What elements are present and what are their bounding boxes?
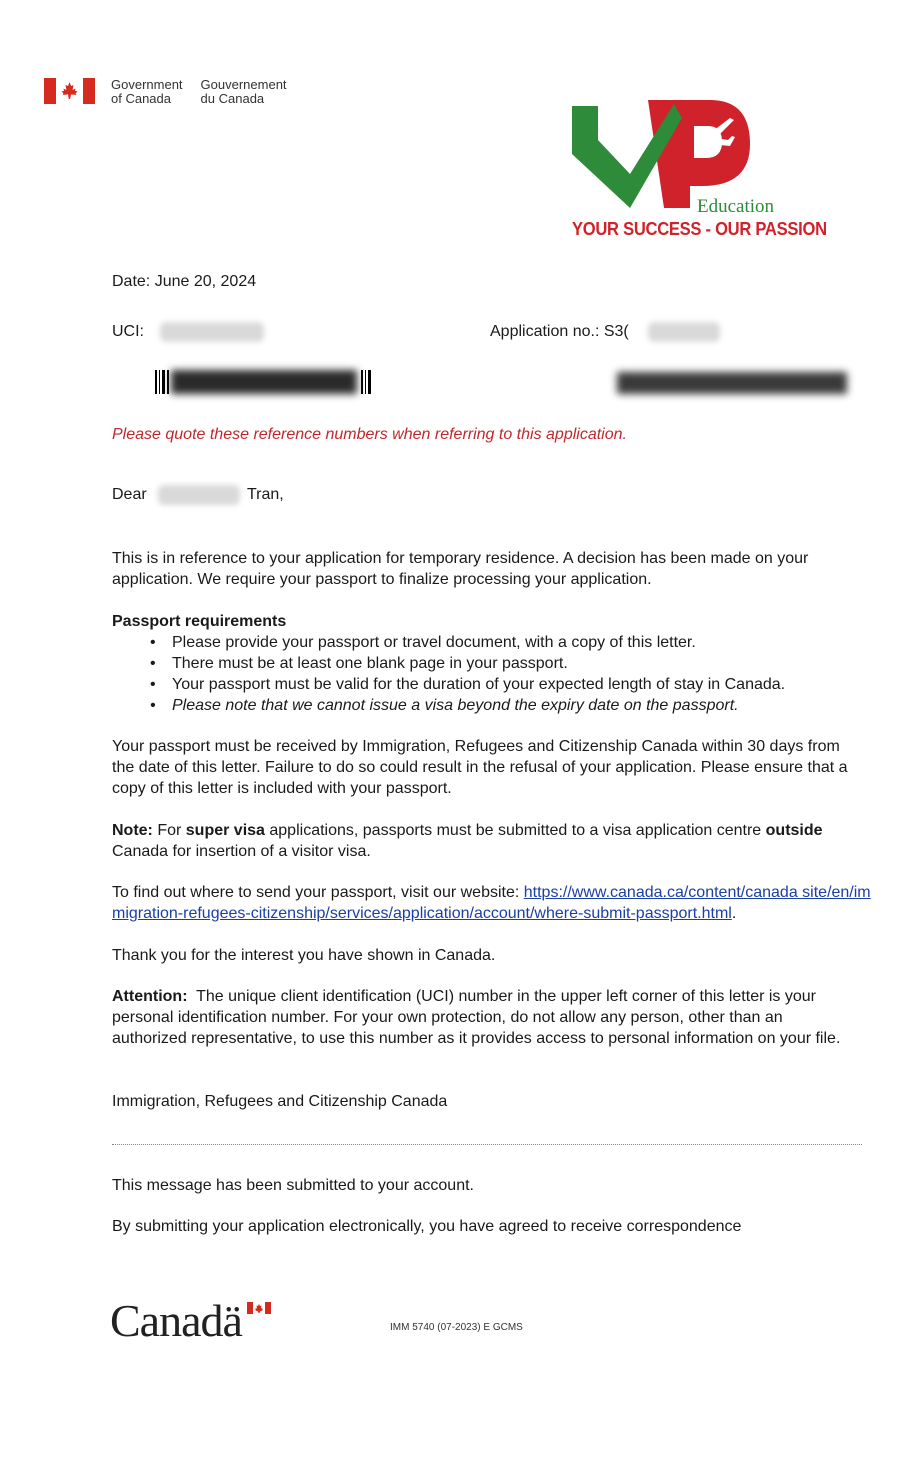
salutation-dear: Dear <box>112 486 147 503</box>
canada-wordmark: Canadä <box>110 1295 242 1346</box>
uci-barcode <box>155 370 383 394</box>
uci-label: UCI: <box>112 323 144 340</box>
where-submit-passport-link[interactable]: https://www.canada.ca/content/canada site/en/immigration-refugees-citizenship/services/application/account/where-submit-passport.html <box>112 884 871 922</box>
gov-fr-line2: du Canada <box>200 91 265 106</box>
salutation-surname: Tran, <box>247 486 284 503</box>
note-text-3: Canada for insertion of a visitor visa. <box>112 843 371 860</box>
thanks-paragraph: Thank you for the interest you have shown in Canada. <box>112 947 496 964</box>
gov-fr-line1: Gouvernement <box>200 77 287 92</box>
attention-paragraph <box>112 986 860 1049</box>
form-code: IMM 5740 (07-2023) E GCMS <box>390 1322 523 1333</box>
passport-requirements-list <box>112 632 872 716</box>
logo-slogan: YOUR SUCCESS - OUR PASSION <box>572 219 827 239</box>
wordmark-flag-icon <box>247 1302 271 1314</box>
application-barcode-redacted <box>617 372 847 394</box>
note-outside: outside <box>765 822 823 839</box>
date-value: June 20, 2024 <box>154 273 257 290</box>
requirement-item: • Please provide your passport or travel document, with a copy of this letter. <box>112 632 872 653</box>
attention-text: The unique client identification (UCI) number in the upper left corner of this letter is your personal identification number. For your own protection, do not allow any person, other than an authorized representative, to use this number as it provides access to personal information on your file. <box>112 988 841 1047</box>
application-value-redacted <box>648 322 720 342</box>
website-period: . <box>731 905 737 922</box>
signature: Immigration, Refugees and Citizenship Canada <box>112 1093 448 1110</box>
reference-note: Please quote these reference numbers when referring to this application. <box>112 426 627 443</box>
agreement-message: By submitting your application electronically, you have agreed to receive correspondence <box>112 1218 742 1235</box>
gov-en-line2: of Canada <box>111 91 171 106</box>
submitted-message: This message has been submitted to your account. <box>112 1177 474 1194</box>
mp-education-logo <box>570 96 827 244</box>
website-paragraph <box>112 882 872 924</box>
gov-name-fr <box>201 78 287 106</box>
application-label: Application no.: <box>490 323 600 340</box>
gov-name-en <box>111 78 183 106</box>
note-super-visa: super visa <box>185 822 265 839</box>
passport-requirements-title: Passport requirements <box>112 613 287 630</box>
date-row <box>112 273 256 291</box>
requirement-item: • Your passport must be valid for the duration of your expected length of stay in Canada. <box>112 674 872 695</box>
date-label: Date: <box>112 273 151 290</box>
note-text-2: applications, passports must be submitted to a visa application centre <box>264 822 766 839</box>
application-number-row <box>490 323 629 341</box>
given-name-redacted <box>158 485 240 505</box>
attention-label: Attention: <box>112 988 188 1005</box>
dotted-divider <box>112 1144 862 1145</box>
website-text: To find out where to send your passport, visit our website: <box>112 884 524 901</box>
canada-flag-icon <box>44 78 95 104</box>
requirement-item: • Please note that we cannot issue a visa beyond the expiry date on the passport. <box>112 695 872 716</box>
uci-value-redacted <box>160 322 264 342</box>
note-label: Note: <box>112 822 153 839</box>
gov-en-line1: Government <box>111 77 183 92</box>
intro-paragraph: This is in reference to your application for temporary residence. A decision has been made on your application. We require your passport to finalize processing your application. <box>112 550 809 588</box>
requirement-item: • There must be at least one blank page in your passport. <box>112 653 872 674</box>
note-text-1: For <box>152 822 186 839</box>
logo-education-text: Education <box>697 196 775 217</box>
deadline-paragraph: Your passport must be received by Immigration, Refugees and Citizenship Canada within 30 days from the date of this letter. Failure to do so could result in the refusal of your application. Please ensure that a copy of this letter is included with your passport. <box>112 738 848 797</box>
government-header <box>44 78 287 106</box>
super-visa-note <box>112 820 832 862</box>
application-value: S3( <box>603 323 629 340</box>
